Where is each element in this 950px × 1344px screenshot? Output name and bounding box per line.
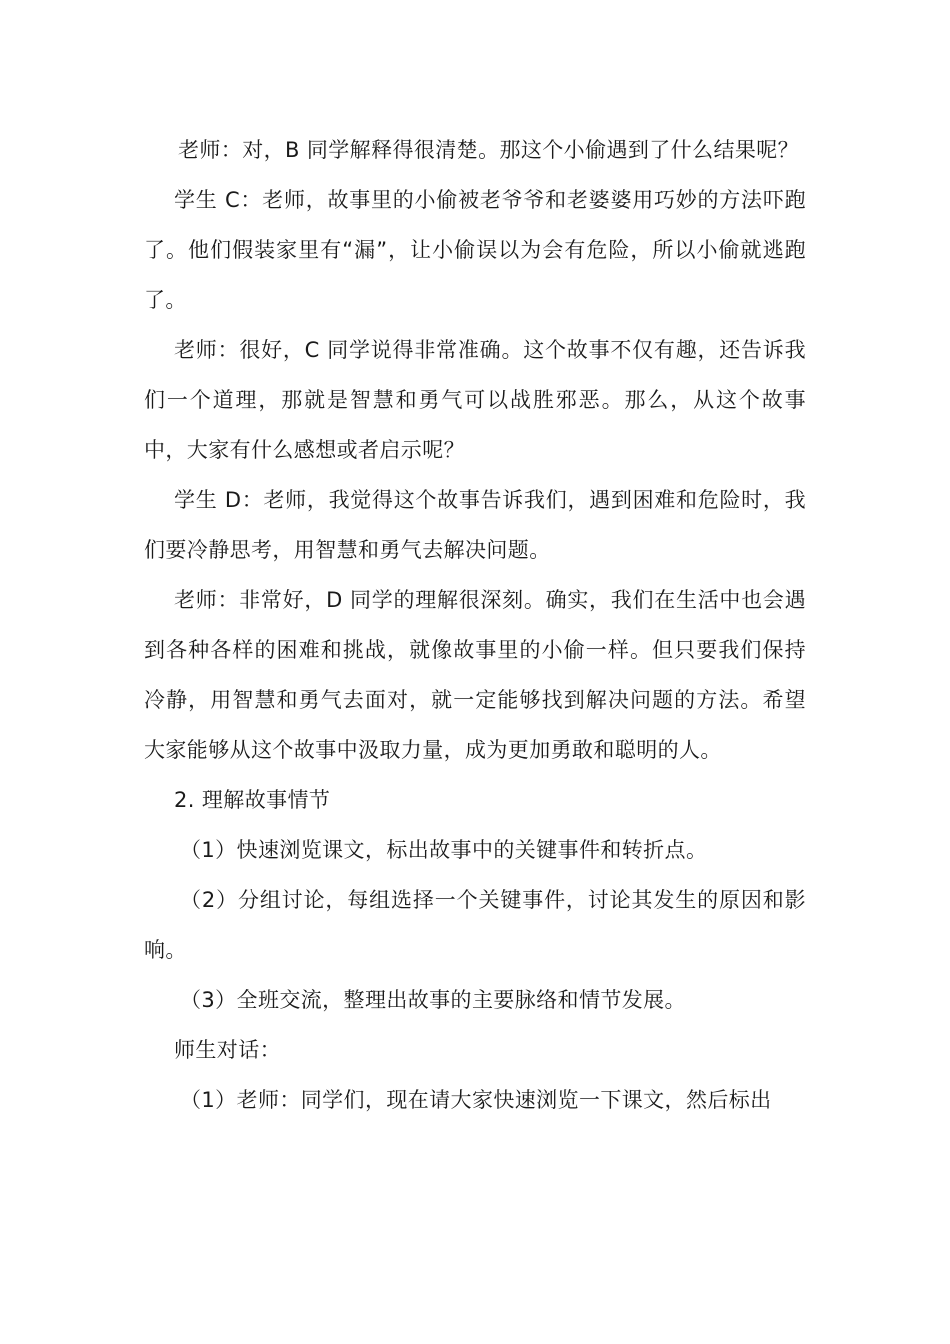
document-body — [144, 125, 806, 1125]
paragraph-teacher-b-result: 老师：对，B 同学解释得很清楚。那这个小偷遇到了什么结果呢？ — [178, 138, 800, 162]
list-item-3-class-exchange: （3）全班交流，整理出故事的主要脉络和情节发展。 — [180, 988, 686, 1012]
list-item-1-skim: （1）快速浏览课文，标出故事中的关键事件和转折点。 — [180, 838, 708, 862]
section-heading-understand-plot: 2. 理解故事情节 — [174, 788, 331, 812]
list-item-2-group-discussion: （2）分组讨论，每组选择一个关键事件，讨论其发生的原因和影响。 — [144, 888, 806, 962]
paragraph-teacher-c-lesson: 老师：很好，C 同学说得非常准确。这个故事不仅有趣，还告诉我们一个道理，那就是智慧和勇气可以战胜邪恶。那么，从这个故事中，大家有什么感想或者启示呢？ — [144, 338, 806, 462]
dialogue-item-1-teacher: （1）老师：同学们，现在请大家快速浏览一下课文，然后标出 — [180, 1088, 772, 1112]
paragraph-teacher-d-summary: 老师：非常好，D 同学的理解很深刻。确实，我们在生活中也会遇到各种各样的困难和挑战，就像故事里的小偷一样。但只要我们保持冷静，用智慧和勇气去面对，就一定能够找到解决问题的方法。希望大家能够从这个故事中汲取力量，成为更加勇敢和聪明的人。 — [144, 588, 806, 762]
subheading-dialogue: 师生对话： — [174, 1038, 281, 1062]
paragraph-student-d: 学生 D：老师，我觉得这个故事告诉我们，遇到困难和危险时，我们要冷静思考，用智慧和勇气去解决问题。 — [144, 488, 806, 562]
paragraph-student-c: 学生 C：老师，故事里的小偷被老爷爷和老婆婆用巧妙的方法吓跑了。他们假装家里有“漏”，让小偷误以为会有危险，所以小偷就逃跑了。 — [144, 188, 806, 312]
